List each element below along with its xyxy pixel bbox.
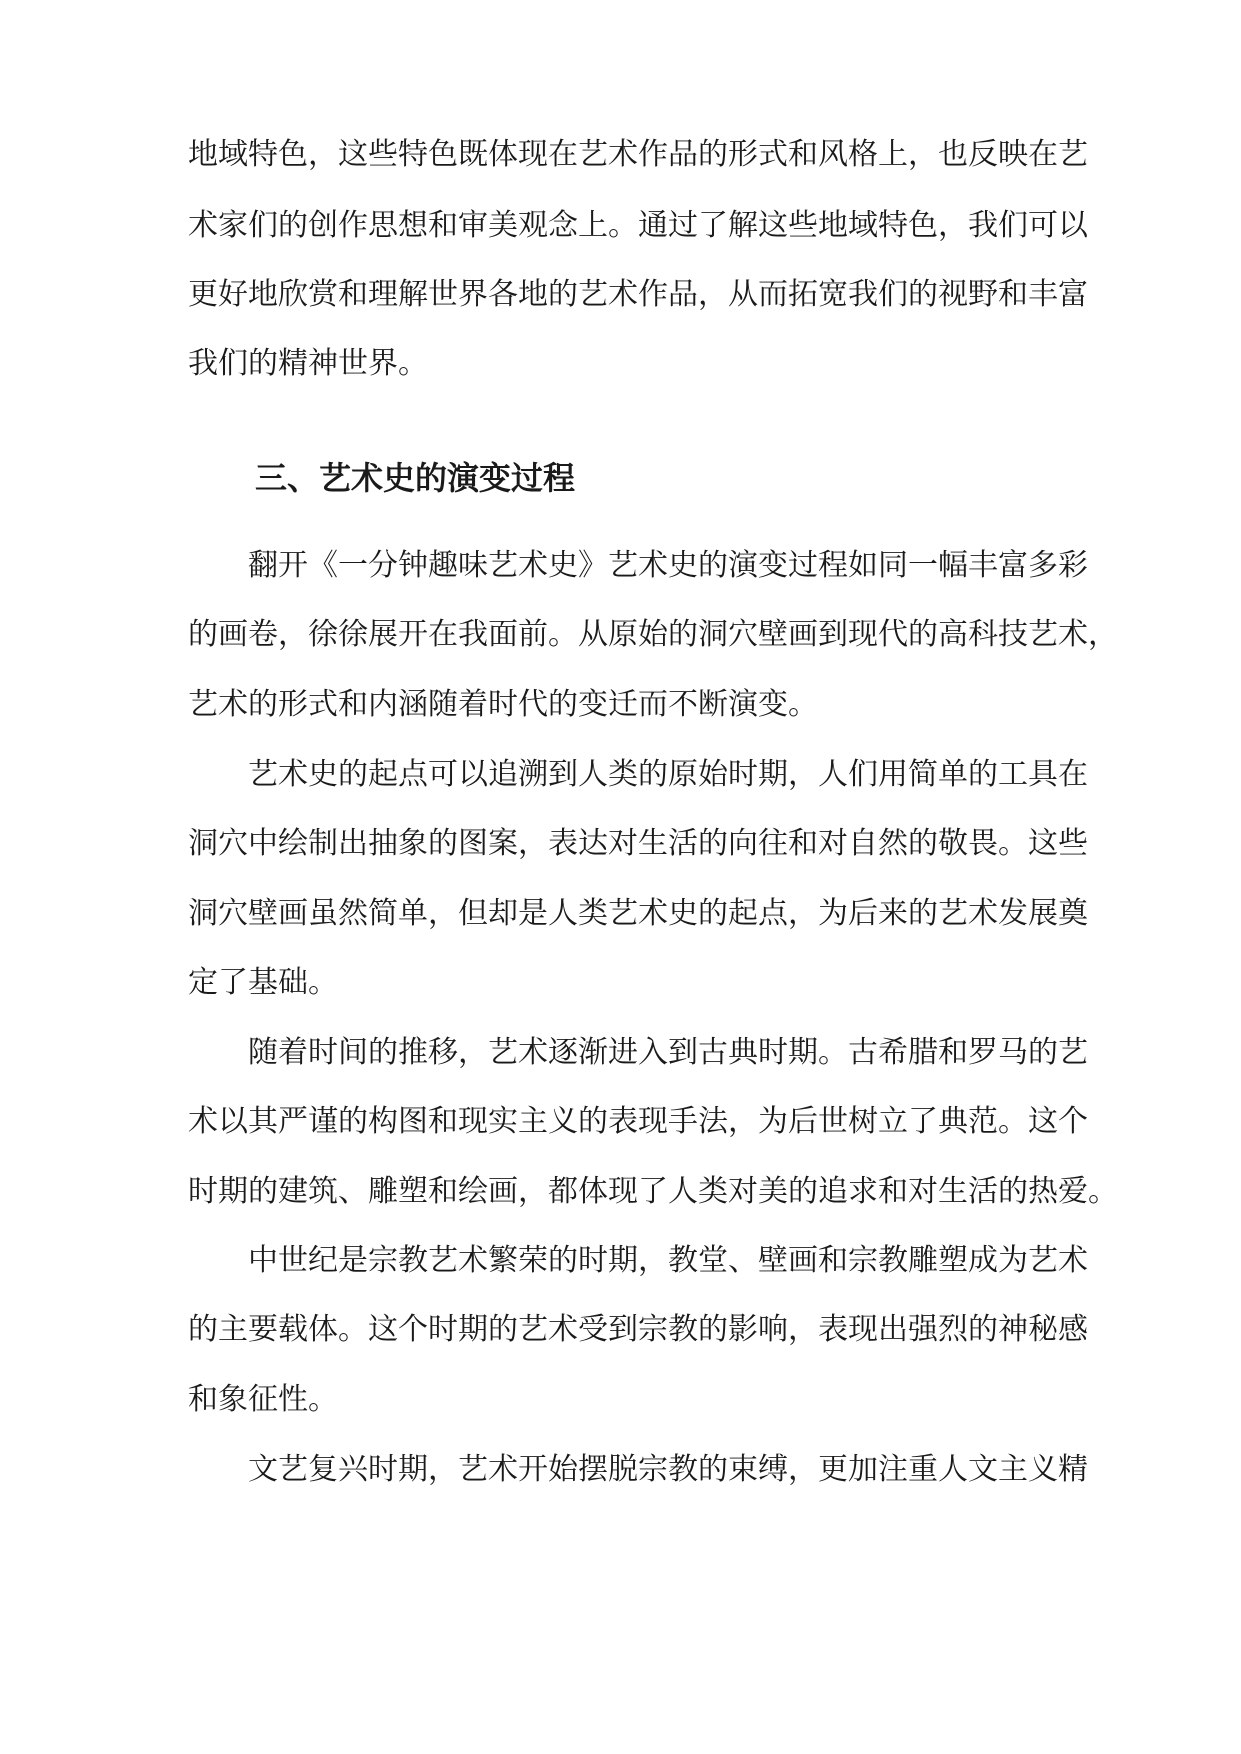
text-line: 的画卷，徐徐展开在我面前。从原始的洞穴壁画到现代的高科技艺术，: [188, 617, 1118, 652]
text-line: 的主要载体。这个时期的艺术受到宗教的影响，表现出强烈的神秘感: [188, 1312, 1088, 1347]
text-line: 定了基础。: [188, 965, 338, 1000]
text-line: 随着时间的推移，艺术逐渐进入到古典时期。古希腊和罗马的艺: [248, 1035, 1088, 1070]
text-line: 文艺复兴时期，艺术开始摆脱宗教的束缚，更加注重人文主义精: [248, 1452, 1088, 1487]
text-line: 术家们的创作思想和审美观念上。通过了解这些地域特色，我们可以: [188, 208, 1088, 243]
text-line: 中世纪是宗教艺术繁荣的时期，教堂、壁画和宗教雕塑成为艺术: [248, 1243, 1088, 1278]
text-line: 更好地欣赏和理解世界各地的艺术作品，从而拓宽我们的视野和丰富: [188, 277, 1088, 312]
text-line: 和象征性。: [188, 1382, 338, 1417]
text-line: 洞穴壁画虽然简单，但却是人类艺术史的起点，为后来的艺术发展奠: [188, 896, 1088, 931]
text-line: 艺术的形式和内涵随着时代的变迁而不断演变。: [188, 687, 818, 722]
text-line: 洞穴中绘制出抽象的图案，表达对生活的向往和对自然的敬畏。这些: [188, 826, 1088, 861]
text-line: 我们的精神世界。: [188, 346, 428, 381]
text-line: 时期的建筑、雕塑和绘画，都体现了人类对美的追求和对生活的热爱。: [188, 1174, 1118, 1209]
section-heading: 三、艺术史的演变过程: [255, 459, 576, 497]
text-line: 艺术史的起点可以追溯到人类的原始时期，人们用简单的工具在: [248, 757, 1088, 792]
text-line: 翻开《一分钟趣味艺术史》艺术史的演变过程如同一幅丰富多彩: [248, 548, 1088, 583]
text-line: 术以其严谨的构图和现实主义的表现手法，为后世树立了典范。这个: [188, 1104, 1088, 1139]
text-line: 地域特色，这些特色既体现在艺术作品的形式和风格上，也反映在艺: [188, 137, 1088, 172]
